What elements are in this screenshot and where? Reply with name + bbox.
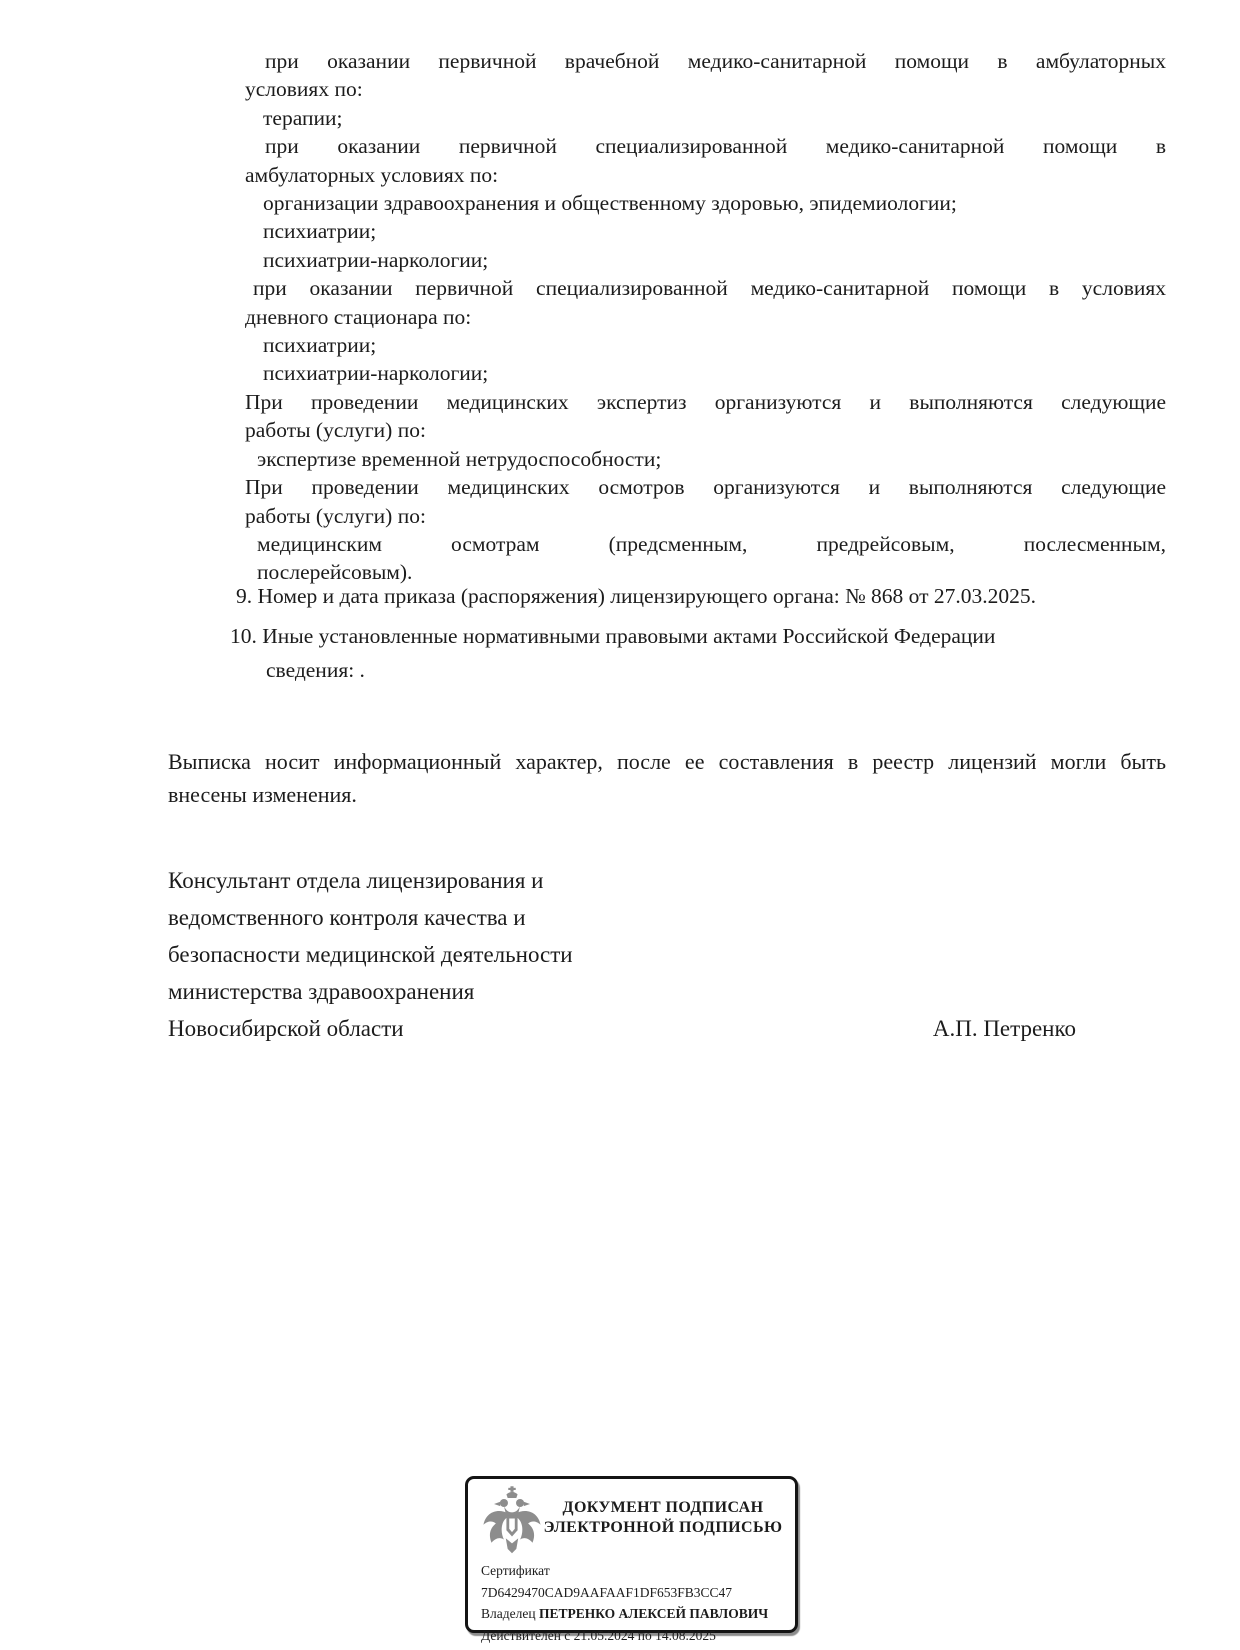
registry-note-line: внесены изменения. bbox=[168, 782, 357, 807]
work-line: организации здравоохранения и общественному здоровью, эпидемиологии; bbox=[263, 191, 957, 216]
work-line: при оказании первичной специализированной медико-санитарной помощи в bbox=[265, 134, 1166, 159]
certificate-value: 7D6429470CAD9AAFAAF1DF653FB3CC47 bbox=[481, 1584, 733, 1600]
work-line: При проведении медицинских осмотров организуются и выполняются следующие bbox=[245, 475, 1166, 500]
work-line: психиатрии-наркологии; bbox=[263, 361, 489, 386]
coat-of-arms-icon bbox=[481, 1486, 543, 1556]
work-line: дневного стационара по: bbox=[245, 304, 472, 329]
signature-position-line: Новосибирской области bbox=[168, 1016, 404, 1041]
esign-stamp-title bbox=[543, 1498, 783, 1538]
registry-note-line: Выписка носит информационный характер, после ее составления в реестр лицензий могли быть bbox=[168, 749, 1166, 774]
numbered-items bbox=[230, 582, 1166, 684]
item-10-line1: 10. Иные установленные нормативными правовыми актами Российской Федерации bbox=[230, 624, 996, 649]
signer-name: А.П. Петренко bbox=[932, 1016, 1076, 1041]
owner-line bbox=[481, 1603, 783, 1625]
work-line: экспертизе временной нетрудоспособности; bbox=[257, 446, 662, 471]
item-10-line2: сведения: . bbox=[266, 657, 365, 682]
signature-position-line: ведомственного контроля качества и bbox=[168, 905, 526, 930]
signature-position-line: безопасности медицинской деятельности bbox=[168, 942, 573, 967]
signature-position-line: Консультант отдела лицензирования и bbox=[168, 868, 544, 893]
work-line: работы (услуги) по: bbox=[245, 418, 426, 443]
esign-stamp-info bbox=[468, 1556, 795, 1646]
signature-position-line: министерства здравоохранения bbox=[168, 979, 475, 1004]
work-line: при оказании первичной врачебной медико-санитарной помощи в амбулаторных bbox=[265, 49, 1166, 73]
work-line: послерейсовым). bbox=[257, 560, 413, 585]
esign-stamp bbox=[465, 1476, 798, 1643]
esign-stamp-title-line1: ДОКУМЕНТ ПОДПИСАН bbox=[562, 1499, 764, 1516]
item-10 bbox=[230, 622, 1166, 684]
work-line: При проведении медицинских экспертиз организуются и выполняются следующие bbox=[245, 389, 1166, 414]
work-line: психиатрии-наркологии; bbox=[263, 247, 489, 272]
license-works-section bbox=[245, 47, 1166, 587]
certificate-label: Сертификат bbox=[481, 1563, 550, 1578]
work-line: амбулаторных условиях по: bbox=[245, 162, 499, 187]
work-line: условиях по: bbox=[245, 77, 363, 102]
esign-stamp-title-line2: ЭЛЕКТРОННОЙ ПОДПИСЬЮ bbox=[543, 1519, 783, 1536]
work-line: психиатрии; bbox=[263, 219, 377, 244]
validity-line: Действителен с 21.05.2024 по 14.08.2025 bbox=[481, 1627, 716, 1643]
work-line: психиатрии; bbox=[263, 333, 377, 358]
work-line: при оказании первичной специализированной медико-санитарной помощи в условиях bbox=[253, 276, 1166, 301]
signature-position-block bbox=[168, 862, 708, 1047]
item-9: 9. Номер и дата приказа (распоряжения) лицензирующего органа: № 868 от 27.03.2025. bbox=[236, 584, 1037, 608]
work-line: медицинским осмотрам (предсменным, предрейсовым, послесменным, bbox=[257, 531, 1166, 556]
registry-note bbox=[168, 745, 1166, 811]
esign-stamp-header bbox=[468, 1479, 795, 1556]
work-line: работы (услуги) по: bbox=[245, 503, 426, 528]
work-line: терапии; bbox=[263, 105, 343, 130]
owner-label: Владелец bbox=[481, 1606, 536, 1621]
owner-value: ПЕТРЕНКО АЛЕКСЕЙ ПАВЛОВИЧ bbox=[538, 1606, 769, 1621]
certificate-line bbox=[481, 1560, 783, 1603]
